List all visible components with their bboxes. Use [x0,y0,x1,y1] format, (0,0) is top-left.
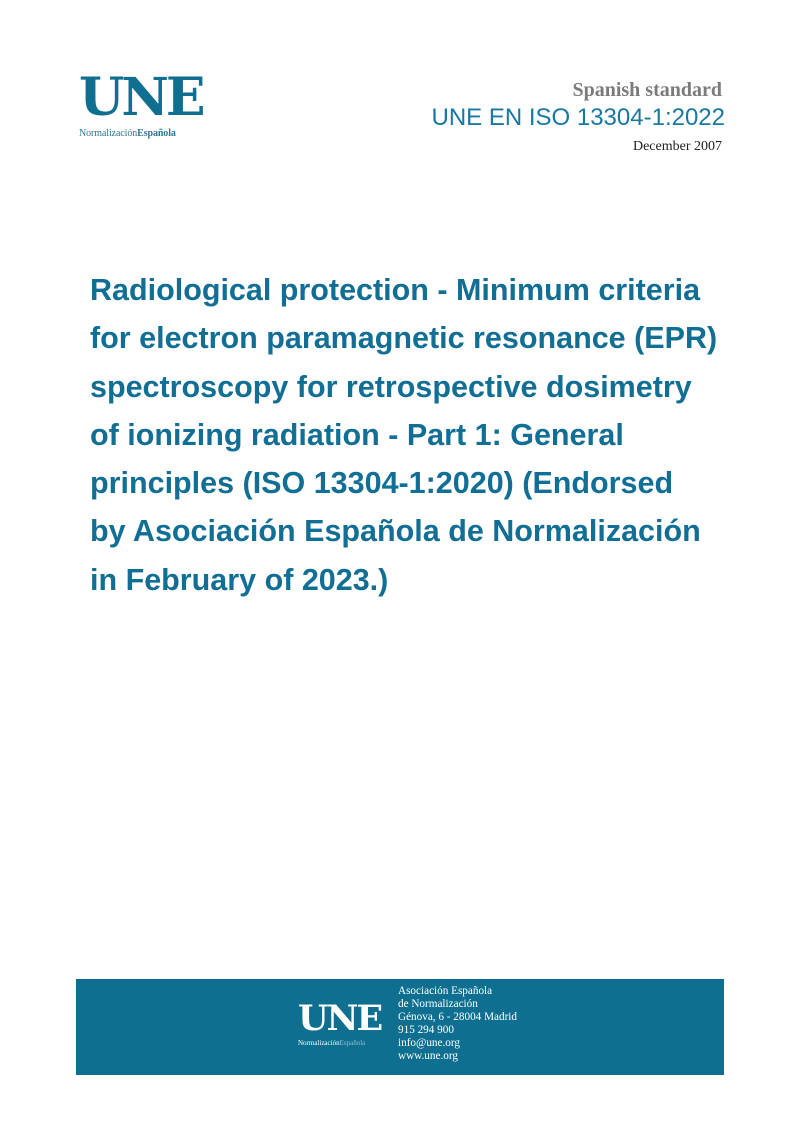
logo-tagline-part2: Española [137,128,176,139]
standard-code: UNE EN ISO 13304-1:2022 [431,104,725,131]
footer-logo-wordmark: UNE [298,998,382,1039]
email-address: info@une.org [398,1037,460,1050]
title-line: by Asociación Española de Normalización [90,514,701,549]
document-type: Spanish standard [572,79,722,101]
document-header [432,78,723,155]
footer-tagline-part1: Normalización [298,1039,340,1047]
footer-logo-tagline [298,1039,388,1047]
document-title [90,266,750,604]
address-line: Asociación Española [398,985,493,997]
footer-banner [76,979,724,1075]
logo-tagline-part1: Normalización [79,128,138,139]
logo-wordmark: UNE [79,67,203,128]
title-line: of ionizing radiation - Part 1: General [90,417,624,452]
address-line: de Normalización [398,998,478,1011]
website-url: www.une.org [398,1050,458,1063]
footer-tagline-part2: Española [339,1039,366,1047]
phone-number: 915 294 900 [398,1024,454,1037]
title-line: Radiological protection - Minimum criteria [90,273,701,307]
address-line: Génova, 6 - 28004 Madrid [398,1011,517,1024]
footer-une-logo [298,998,388,1047]
une-logo [79,67,209,144]
publication-date: December 2007 [632,138,722,154]
title-line: in February of 2023.) [90,562,389,597]
contact-address [398,985,517,1064]
title-line: principles (ISO 13304-1:2020) (Endorsed [90,466,674,501]
title-line: for electron paramagnetic resonance (EPR) [90,321,718,356]
logo-tagline [79,128,209,139]
title-line: spectroscopy for retrospective dosimetry [90,369,692,404]
